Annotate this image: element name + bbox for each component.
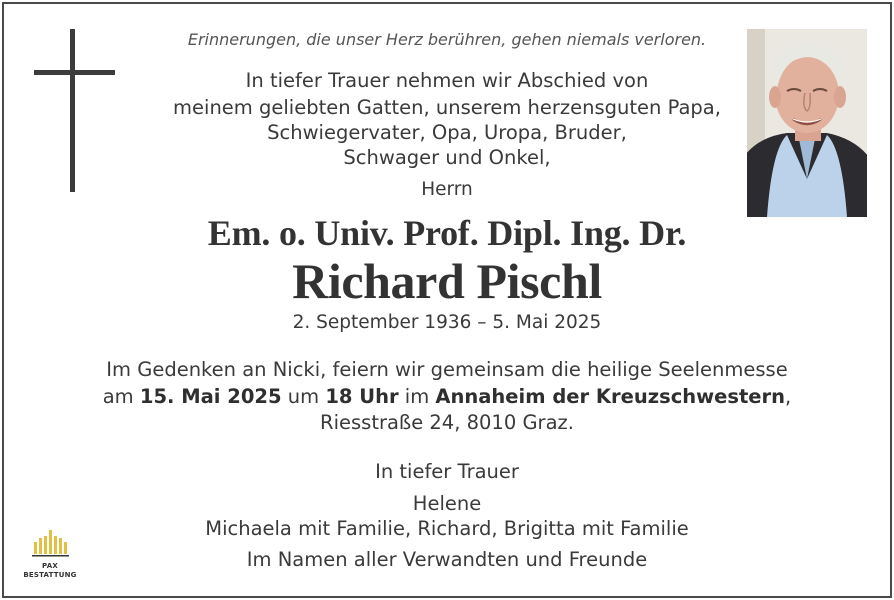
portrait-photo: [747, 29, 867, 217]
service-line-2: am 15. Mai 2025 um 18 Uhr im Annaheim der Kreuzschwestern,: [102, 385, 792, 408]
service-line-1: Im Gedenken an Nicki, feiern wir gemeinsam die heilige Seelenmesse: [106, 358, 788, 381]
logo-text-pax: PAX: [42, 562, 58, 570]
mourner-line-3: Im Namen aller Verwandten und Freunde: [246, 548, 648, 571]
mourners-intro: In tiefer Trauer: [375, 460, 519, 483]
intro-line-4: Schwager und Onkel,: [343, 146, 551, 169]
mourner-line-2: Michaela mit Familie, Richard, Brigitta mit Familie: [205, 517, 689, 540]
mourner-line-1: Helene: [412, 492, 482, 515]
service-date: 15. Mai 2025: [139, 385, 282, 408]
motto: Erinnerungen, die unser Herz berühren, gehen niemals verloren.: [187, 30, 707, 49]
academic-titles: Em. o. Univ. Prof. Dipl. Ing. Dr.: [207, 213, 687, 253]
logo-text-bestattung: BESTATTUNG: [23, 571, 77, 579]
intro-line-1: In tiefer Trauer nehmen wir Abschied von: [245, 69, 649, 92]
deceased-name: Richard Pischl: [292, 253, 602, 309]
life-dates: 2. September 1936 – 5. Mai 2025: [292, 312, 602, 333]
intro-line-2: meinem geliebten Gatten, unserem herzensguten Papa,: [173, 96, 721, 119]
service-address: Riesstraße 24, 8010 Graz.: [320, 411, 574, 434]
portrait-image: [747, 29, 867, 217]
service-venue: Annaheim der Kreuzschwestern: [435, 385, 786, 408]
intro-line-3: Schwiegervater, Opa, Uropa, Bruder,: [267, 121, 627, 144]
salutation: Herrn: [421, 179, 473, 200]
service-time: 18 Uhr: [325, 385, 399, 408]
